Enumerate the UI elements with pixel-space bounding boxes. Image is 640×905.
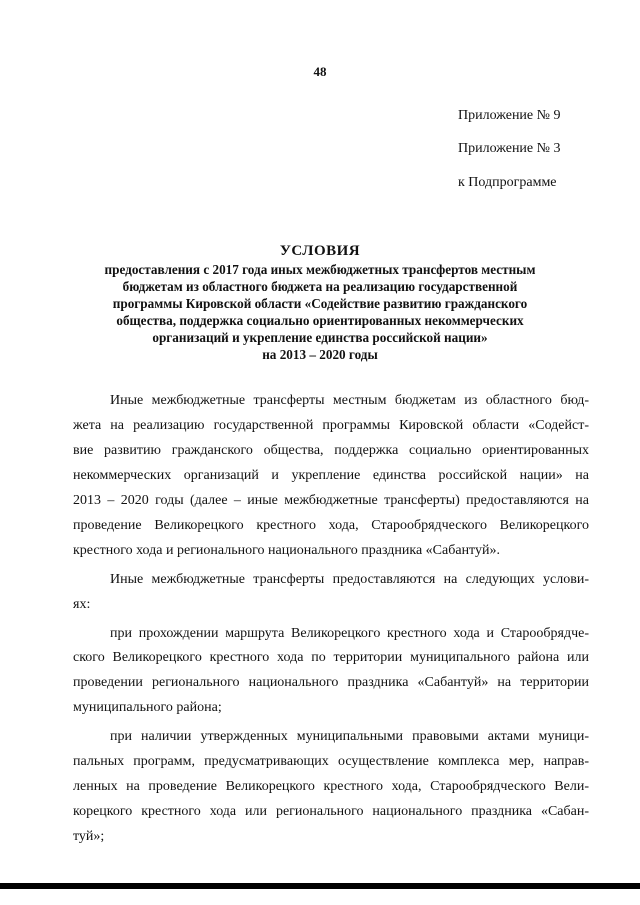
body-line: проведение Великорецкого крестного хода, Старообрядческого Великорецкого (73, 518, 589, 533)
subtitle-line: предоставления с 2017 года иных межбюджетных трансфертов местным (104, 262, 536, 277)
body-line: муниципального района; (73, 700, 222, 715)
body-line: туй»; (73, 829, 105, 844)
body-line: пальных программ, предусматривающих осуществление комплекса мер, направ- (73, 754, 589, 769)
body-line: ского Великорецкого крестного хода по территории муниципального района или (73, 650, 589, 665)
body-line: вие развитию гражданского общества, поддержка социально ориентированных (73, 443, 589, 458)
appendix-line-2: Приложение № 3 (458, 141, 561, 156)
body-line: ленных на проведение Великорецкого крестного хода, Старообрядческого Вели- (73, 779, 589, 794)
subtitle-line: программы Кировской области «Содействие развитию гражданского (112, 296, 528, 311)
body-line: некоммерческих организаций и укрепление единства российской нации» на (73, 468, 589, 483)
body-line: Иные межбюджетные трансферты местным бюджетам из областного бюд- (110, 393, 589, 408)
subtitle-line: организаций и укрепление единства российской нации» (152, 330, 488, 345)
body-line: 2013 – 2020 годы (далее – иные межбюджетные трансферты) предоставляются на (73, 493, 589, 508)
body-line: крестного хода и регионального национального праздника «Сабантуй». (73, 543, 500, 558)
body-line: при наличии утвержденных муниципальными правовыми актами муници- (110, 729, 589, 744)
subtitle-line: бюджетам из областного бюджета на реализацию государственной (122, 279, 518, 294)
body-line: жета на реализацию государственной программы Кировской области «Содейст- (73, 418, 589, 433)
body-line: проведении регионального национального праздника «Сабантуй» на территории (73, 675, 589, 690)
document-subtitle (60, 261, 580, 363)
appendix-line-3: к Подпрограмме (458, 175, 557, 190)
body-line: при прохождении маршрута Великорецкого крестного хода и Старообрядче- (110, 626, 589, 641)
body-line: ях: (73, 597, 91, 612)
page-number: 48 (313, 64, 327, 79)
appendix-line-1: Приложение № 9 (458, 108, 561, 123)
subtitle-line: общества, поддержка социально ориентированных некоммерческих (116, 313, 524, 328)
scan-bottom-border (0, 883, 640, 889)
document-title: УСЛОВИЯ (279, 243, 361, 259)
body-line: Иные межбюджетные трансферты предоставляются на следующих услови- (110, 572, 589, 587)
subtitle-line: на 2013 – 2020 годы (262, 347, 378, 362)
body-line: корецкого крестного хода или регионального национального праздника «Сабан- (73, 804, 589, 819)
